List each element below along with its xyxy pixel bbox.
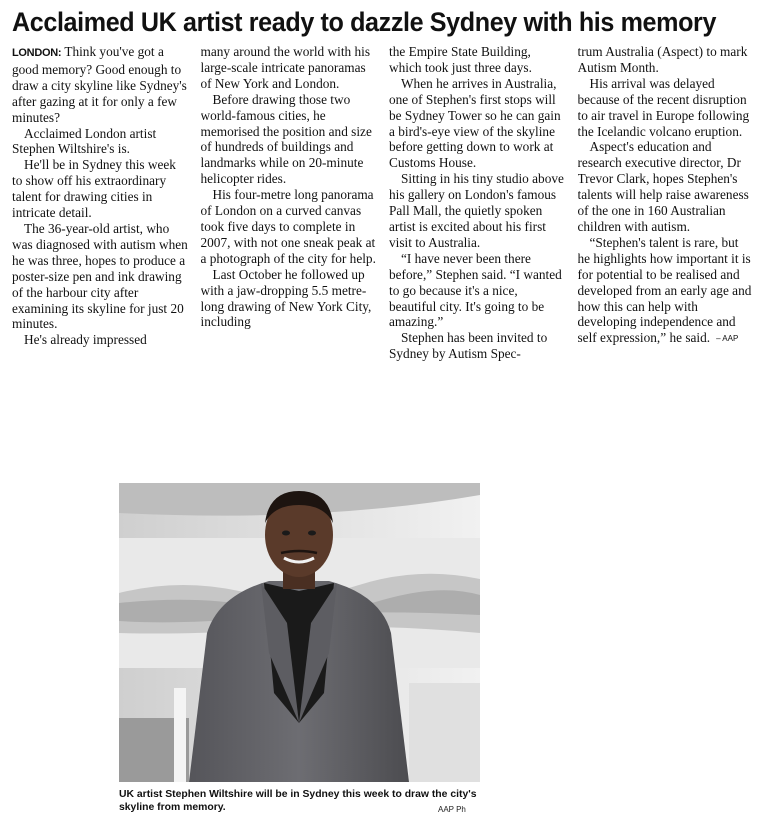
artist-portrait-illustration (119, 483, 480, 782)
article-paragraph: Aspect's education and research executive director, Dr Trevor Clark, hopes Stephen's talents will help raise awareness of the one in 160 Australian children with autism. (577, 139, 749, 234)
article-column-2 (201, 44, 378, 376)
article-body (12, 44, 754, 376)
article-paragraph: The 36-year-old artist, who was diagnosed with autism when he was three, hopes to produce a poster-size pen and ink drawing of the harbour city after examining its skyline for just 20 minutes. (12, 220, 188, 332)
article-paragraph: Last October he followed up with a jaw-dropping 5.5 metre-long drawing of New York City, including (200, 266, 372, 330)
article-paragraph (578, 235, 755, 347)
article-paragraph: He's already impressed (24, 332, 147, 348)
dateline: LONDON: (12, 47, 62, 59)
article-column-4 (578, 44, 755, 376)
article-paragraph (12, 44, 189, 126)
photo-credit: AAP Ph (438, 805, 466, 814)
article-paragraph: He'll be in Sydney this week to show off his extraordinary talent for drawing cities in intricate detail. (12, 157, 176, 221)
photo-caption: UK artist Stephen Wiltshire will be in Sydney this week to draw the city's skyline from memory. (119, 789, 477, 813)
article-column-3 (389, 44, 566, 376)
article-paragraph: Stephen has been invited to Sydney by Autism Spec- (389, 330, 548, 362)
lead-text: Think you've got a good memory? Good enough to draw a city skyline like Sydney's after gazing at it for only a few minutes? (12, 44, 187, 125)
article-paragraph: trum Australia (Aspect) to mark Autism Month. (577, 44, 748, 75)
article-paragraph: His four-metre long panorama of London on a curved canvas took five days to complete in 2007, with not one sneak peak at a photograph of the city for help. (200, 187, 376, 266)
closing-text: “Stephen's talent is rare, but he highlights how important it is for potential to be realised and developed from an early age and how this can help with developing independence and self expression,” he said. (577, 234, 752, 346)
article-paragraph: Acclaimed London artist Stephen Wiltshire's is. (12, 125, 157, 157)
article-paragraph: Before drawing those two world-famous cities, he memorised the position and size of hundreds of buildings and landmarks while on 20-minute helicopter rides. (200, 91, 372, 187)
article-column-1 (12, 44, 189, 376)
article-paragraph: “I have never been there before,” Stephen said. “I wanted to go because it's a nice, beautiful city. It's going to be amazing.” (389, 250, 562, 330)
article-paragraph: the Empire State Building, which took just three days. (389, 44, 532, 75)
article-paragraph: His arrival was delayed because of the recent disruption to air travel in Europe following the Icelandic volcano eruption. (577, 75, 750, 139)
headline: Acclaimed UK artist ready to dazzle Sydney with his memory (12, 7, 717, 37)
article-paragraph: Sitting in his tiny studio above his gallery on London's famous Pall Mall, the quietly spoken artist is excited about his first visit to Australia. (389, 171, 564, 250)
artist-photo (119, 483, 480, 782)
article-paragraph: When he arrives in Australia, one of Stephen's first stops will be Sydney Tower so he can gain a bird's-eye view of the skyline before getting down to work at Customs House. (389, 75, 561, 171)
article-credit: – AAP (716, 334, 739, 344)
article-paragraph: many around the world with his large-scale intricate panoramas of New York and London. (200, 44, 371, 91)
